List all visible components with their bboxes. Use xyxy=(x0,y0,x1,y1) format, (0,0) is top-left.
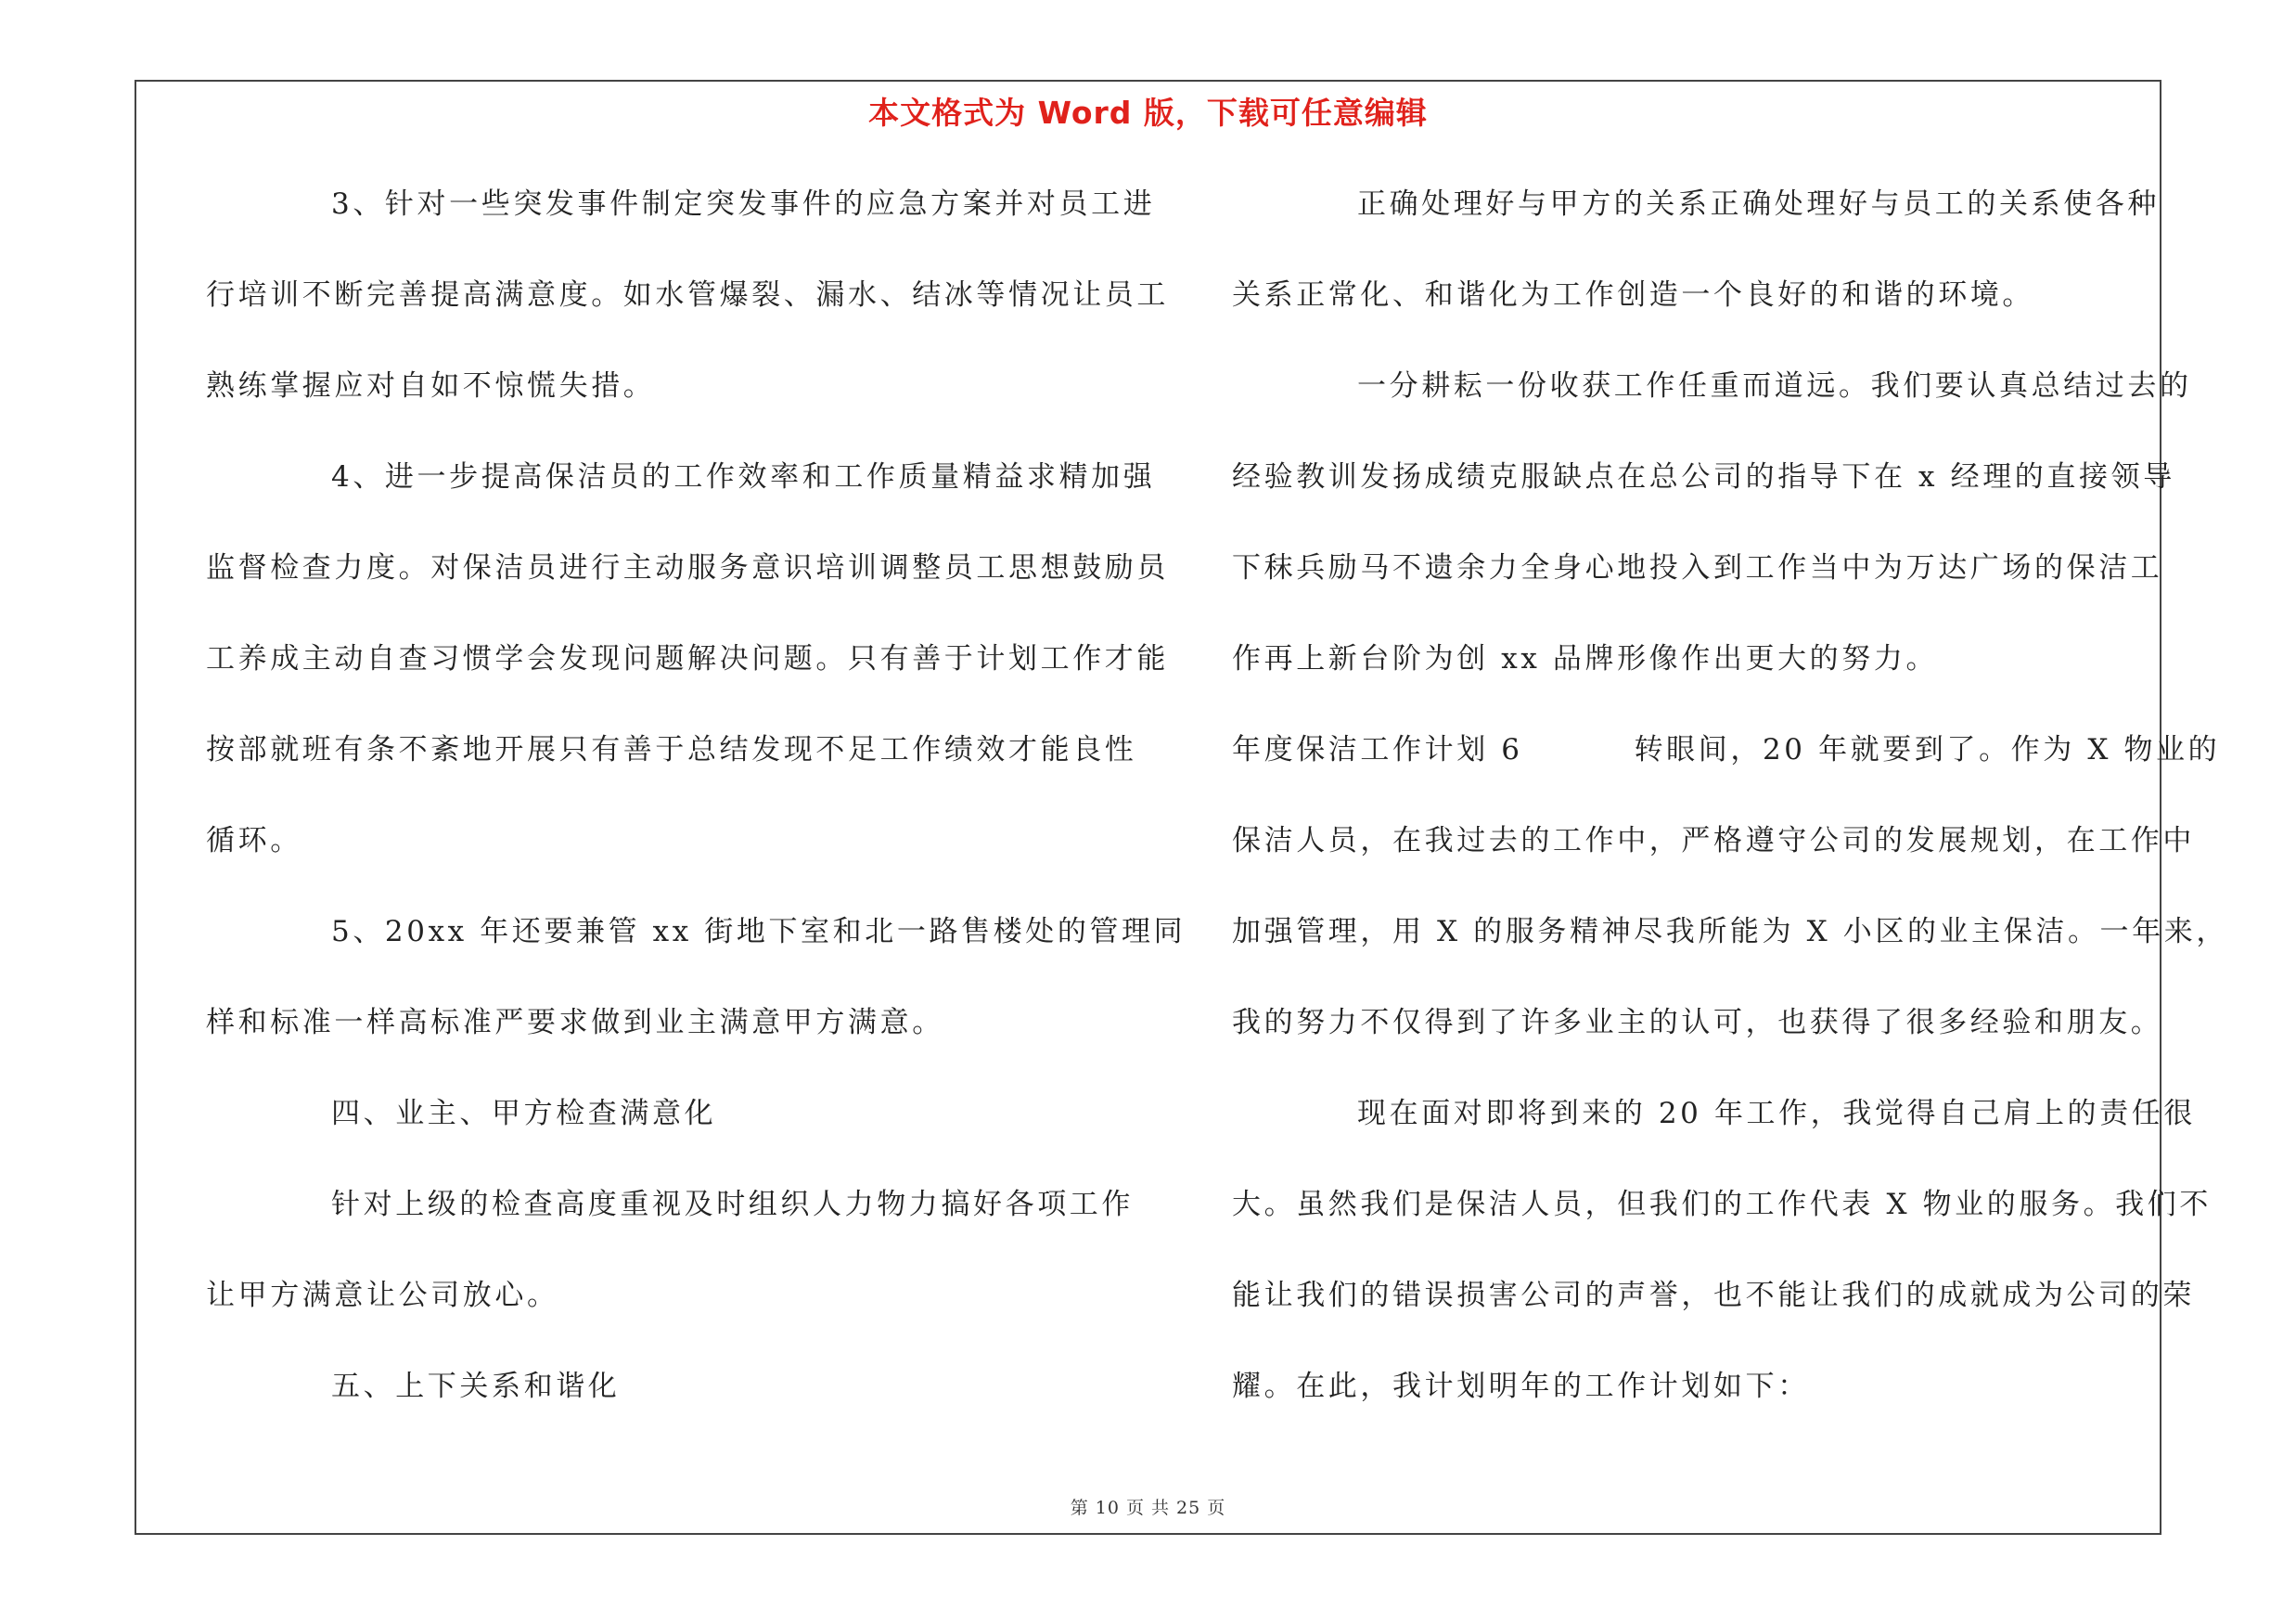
paragraph-line: 针对上级的检查高度重视及时组织人力物力搞好各项工作 xyxy=(331,1188,1134,1221)
paragraph-line: 转眼间，20 年就要到了。作为 X 物业的 xyxy=(1634,733,2221,766)
paragraph-line: 熟练掌握应对自如不惊慌失措。 xyxy=(206,369,656,403)
paragraph-line: 保洁人员，在我过去的工作中，严格遵守公司的发展规划，在工作中 xyxy=(1232,824,2195,857)
paragraph-line: 作再上新台阶为创 xx 品牌形像作出更大的努力。 xyxy=(1232,642,1939,676)
paragraph-line: 大。虽然我们是保洁人员，但我们的工作代表 X 物业的服务。我们不 xyxy=(1232,1188,2212,1221)
paragraph-line: 4、进一步提高保洁员的工作效率和工作质量精益求精加强 xyxy=(331,460,1156,494)
section-heading: 五、上下关系和谐化 xyxy=(331,1370,621,1403)
paragraph-line: 一分耕耘一份收获工作任重而道远。我们要认真总结过去的 xyxy=(1357,369,2192,403)
paragraph-line: 工养成主动自查习惯学会发现问题解决问题。只有善于计划工作才能 xyxy=(206,642,1169,676)
plan-title-line xyxy=(1232,727,2220,773)
paragraph-line: 行培训不断完善提高满意度。如水管爆裂、漏水、结冰等情况让员工 xyxy=(206,278,1169,312)
paragraph-line: 能让我们的错误损害公司的声誉，也不能让我们的成就成为公司的荣 xyxy=(1232,1279,2195,1312)
paragraph-line: 正确处理好与甲方的关系正确处理好与员工的关系使各种 xyxy=(1357,187,2160,221)
paragraph-line: 监督检查力度。对保洁员进行主动服务意识培训调整员工思想鼓励员 xyxy=(206,551,1169,585)
paragraph-line: 现在面对即将到来的 20 年工作，我觉得自己肩上的责任很 xyxy=(1357,1097,2196,1130)
paragraph-line: 样和标准一样高标准严要求做到业主满意甲方满意。 xyxy=(206,1006,944,1039)
paragraph-line: 让甲方满意让公司放心。 xyxy=(206,1279,559,1312)
paragraph-line: 经验教训发扬成绩克服缺点在总公司的指导下在 x 经理的直接领导 xyxy=(1232,460,2175,494)
paragraph-line: 下秣兵励马不遗余力全身心地投入到工作当中为万达广场的保洁工 xyxy=(1232,551,2163,585)
paragraph-line: 耀。在此，我计划明年的工作计划如下： xyxy=(1232,1370,1810,1403)
paragraph-line: 加强管理，用 X 的服务精神尽我所能为 X 小区的业主保洁。一年来， xyxy=(1232,915,2228,948)
paragraph-line: 我的努力不仅得到了许多业主的认可，也获得了很多经验和朋友。 xyxy=(1232,1006,2163,1039)
plan-title: 年度保洁工作计划 6 xyxy=(1232,733,1523,766)
paragraph-line: 关系正常化、和谐化为工作创造一个良好的和谐的环境。 xyxy=(1232,278,2034,312)
page-number: 第 10 页 共 25 页 xyxy=(1070,1498,1226,1518)
paragraph-line: 3、针对一些突发事件制定突发事件的应急方案并对员工进 xyxy=(331,187,1156,221)
paragraph-line: 循环。 xyxy=(206,824,302,857)
paragraph-line: 按部就班有条不紊地开展只有善于总结发现不足工作绩效才能良性 xyxy=(206,733,1137,766)
format-banner: 本文格式为 Word 版，下载可任意编辑 xyxy=(868,95,1428,131)
section-heading: 四、业主、甲方检查满意化 xyxy=(331,1097,717,1130)
paragraph-line: 5、20xx 年还要兼管 xx 街地下室和北一路售楼处的管理同 xyxy=(331,915,1186,948)
